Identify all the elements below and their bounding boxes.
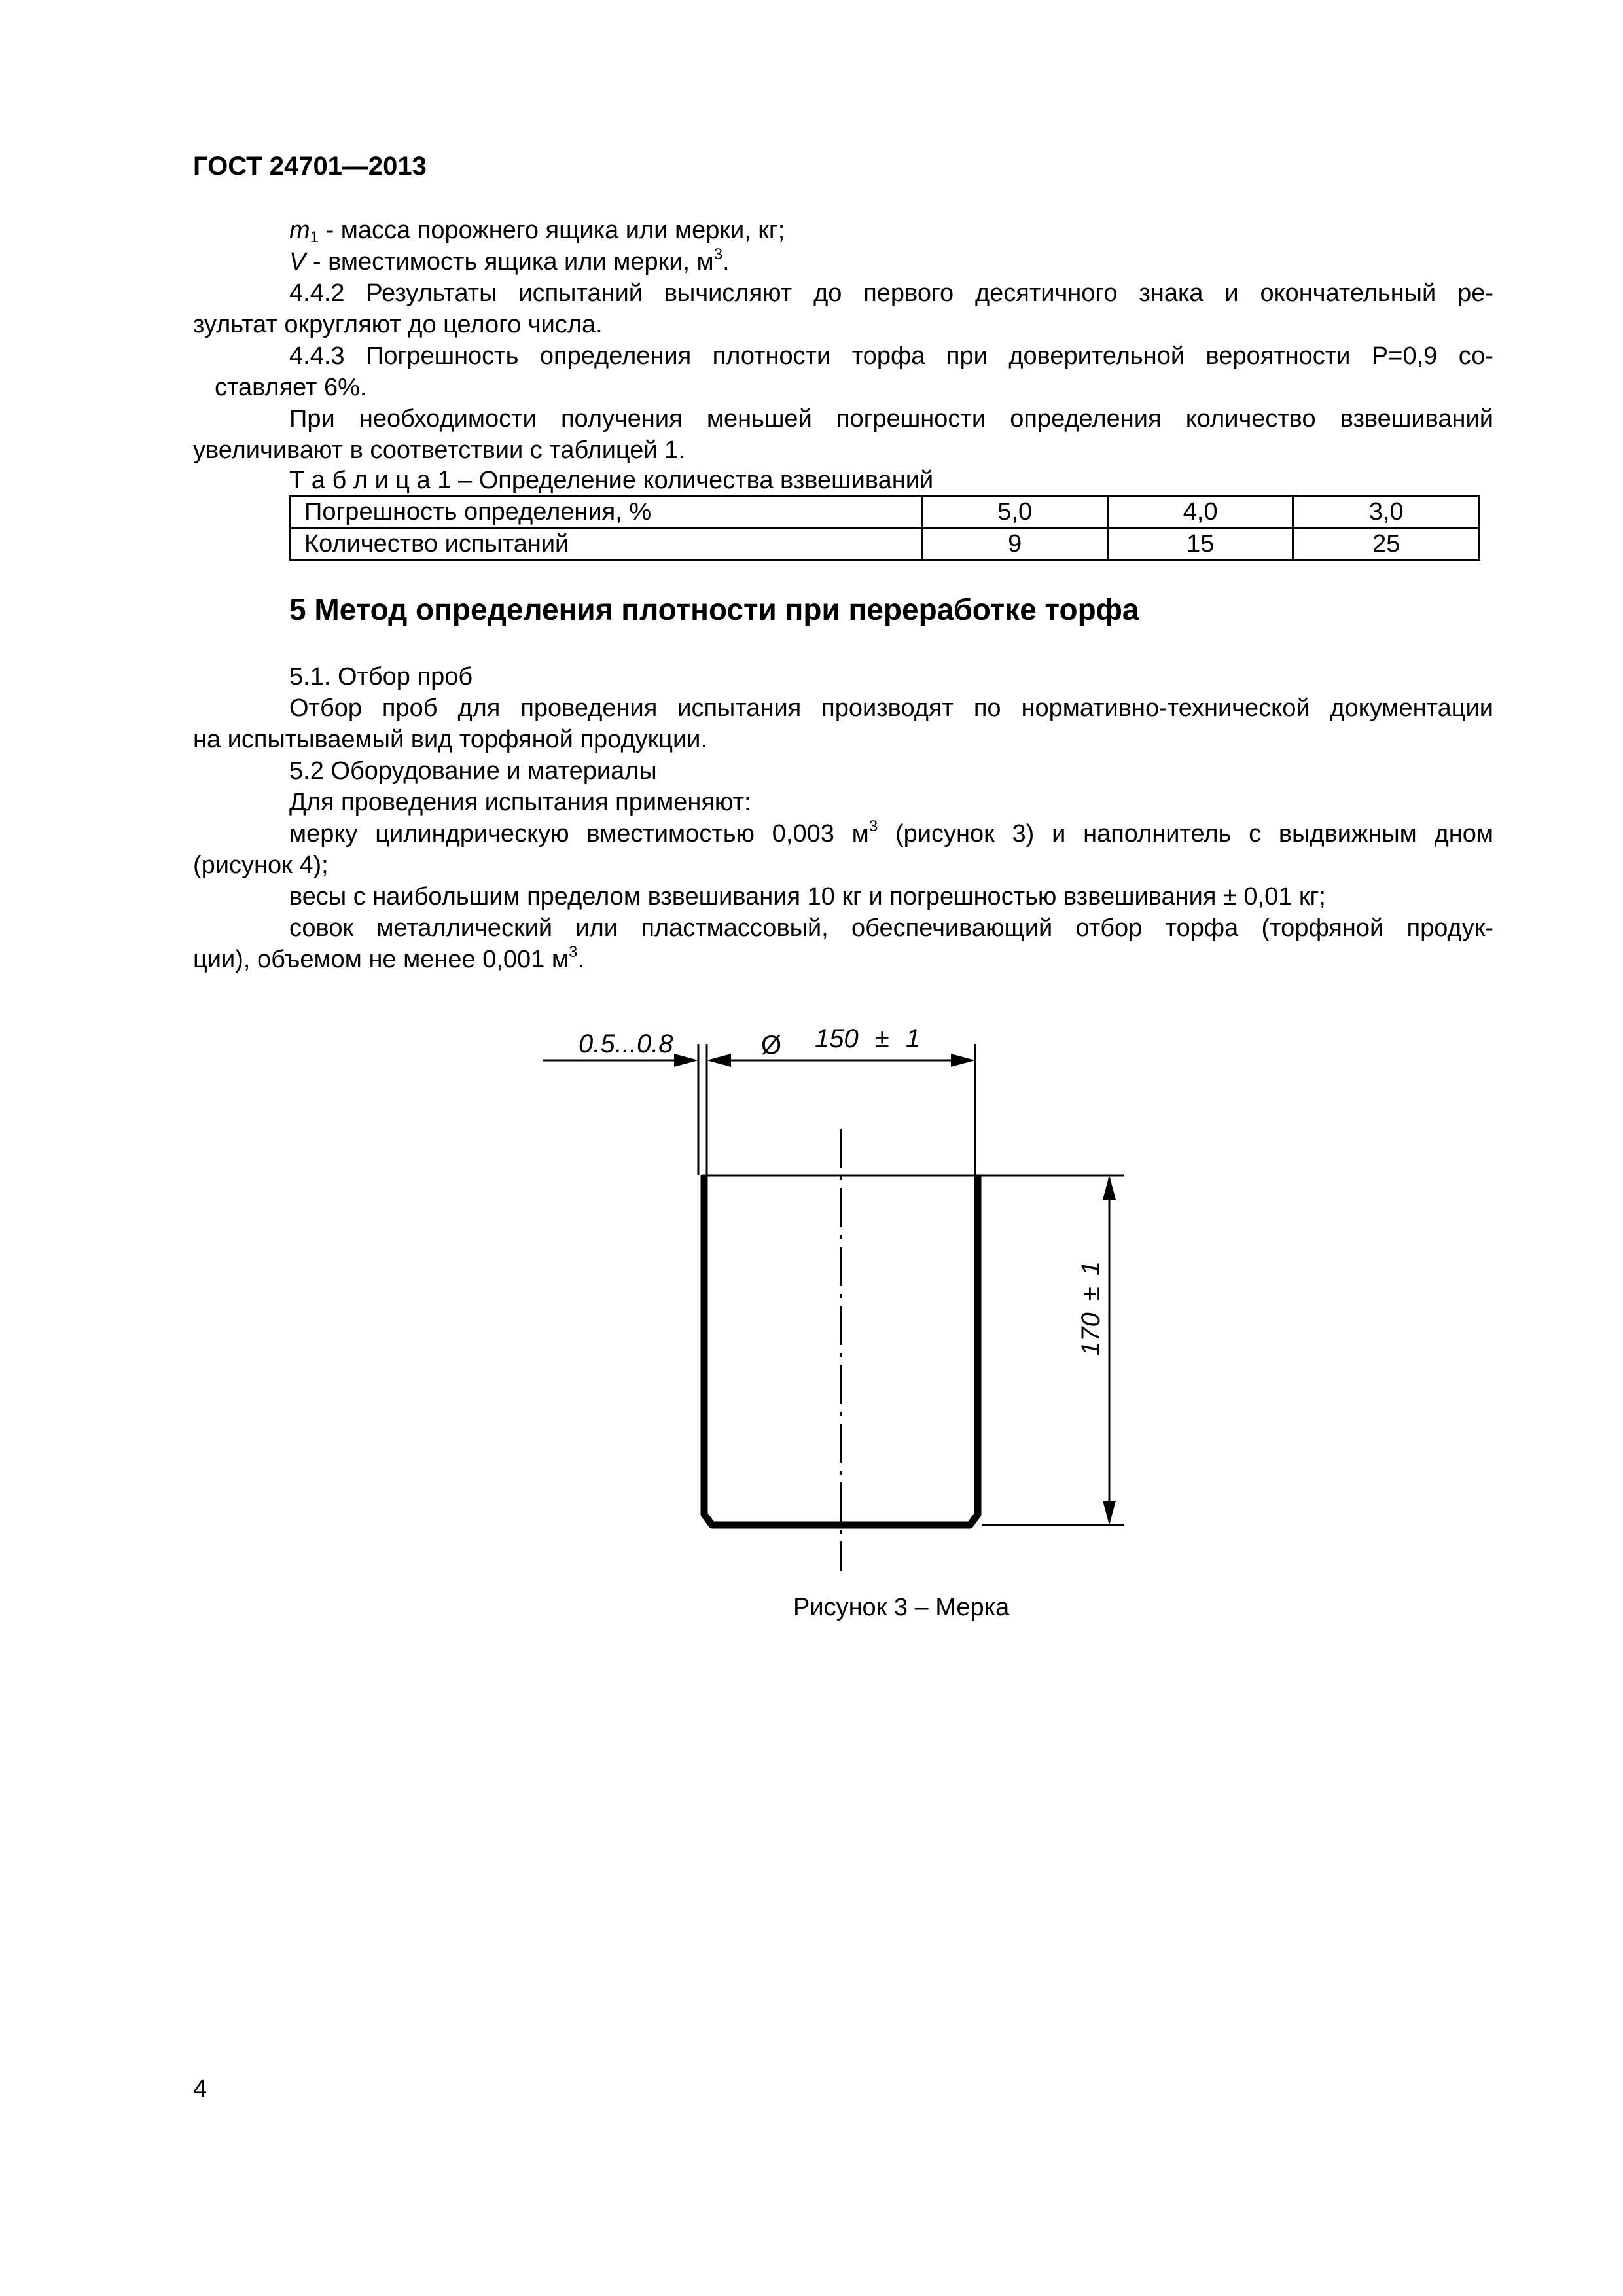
section51-title: 5.1. Отбор проб <box>289 663 473 691</box>
table-cell: 5,0 <box>922 496 1108 528</box>
equipment-item1-sup: 3 <box>868 817 878 835</box>
symbol-m-subscript: 1 <box>310 228 319 246</box>
figure3-dim-height-label: 170 ± 1 <box>1077 1261 1105 1356</box>
document-code-header: ГОСТ 24701—2013 <box>193 152 427 181</box>
section52-title: 5.2 Оборудование и материалы <box>289 757 657 785</box>
equipment-item3-tail: . <box>577 946 584 973</box>
table-cell: 25 <box>1293 528 1480 560</box>
figure3-arrow-height-bottom <box>1103 1501 1116 1525</box>
equipment-item3-line1: совок металлический или пластмассовый, обеспечивающий отбор торфа (торфяной продук- <box>289 914 1493 942</box>
figure3-arrow-diameter-left <box>707 1054 731 1067</box>
definition-v-text: - вместимость ящика или мерки, м <box>306 248 714 276</box>
equipment-item3-sup: 3 <box>568 943 578 961</box>
figure3-caption: Рисунок 3 – Мерка <box>793 1594 1010 1621</box>
table1-caption: Т а б л и ц а 1 – Определение количества взвешиваний <box>289 467 934 494</box>
figure3-arrow-wall <box>674 1054 698 1067</box>
table-cell: 3,0 <box>1293 496 1480 528</box>
section52-intro: Для проведения испытания применяют: <box>289 789 751 816</box>
table-cell-label: Количество испытаний <box>291 528 922 560</box>
section51-line2: на испытываемый вид торфяной продукции. <box>193 726 708 753</box>
definition-v-tail: . <box>722 248 730 276</box>
table-cell-label: Погрешность определения, % <box>291 496 922 528</box>
para-442-line2: зультат округляют до целого числа. <box>193 311 603 338</box>
figure3-dim-diameter-label: 150 ± 1 <box>815 1024 921 1053</box>
para-443-line2: ставляет 6%. <box>215 374 367 401</box>
para-443-line1: 4.4.3 Погрешность определения плотности торфа при доверительной вероятности P=0,9 со- <box>289 342 1493 370</box>
equipment-item1-text-a: мерку цилиндрическую вместимостью 0,003 м <box>289 820 869 848</box>
table-cell: 9 <box>922 528 1108 560</box>
equipment-item3-text: ции), объемом не менее 0,001 м <box>193 946 569 973</box>
equipment-item1-text-b: (рисунок 3) и наполнитель с выдвижным дном <box>878 820 1493 848</box>
figure3-arrow-height-top <box>1103 1175 1116 1200</box>
figure3-diameter-symbol: Ø <box>761 1031 782 1060</box>
symbol-v: V <box>289 248 306 276</box>
para-more-line2: увеличивают в соответствии с таблицей 1. <box>193 437 685 464</box>
table-cell: 15 <box>1107 528 1293 560</box>
definition-v-sup: 3 <box>713 245 723 263</box>
definition-m1-text: - масса порожнего ящика или мерки, кг; <box>319 217 785 244</box>
section5-heading: 5 Метод определения плотности при переработке торфа <box>289 592 1139 626</box>
para-442-line1: 4.4.2 Результаты испытаний вычисляют до первого десятичного знака и окончательный ре- <box>289 279 1493 307</box>
equipment-item2: весы с наибольшим пределом взвешивания 10 кг и погрешностью взвешивания ± 0,01 кг; <box>289 883 1326 910</box>
table-cell: 4,0 <box>1107 496 1293 528</box>
equipment-item1-line2: (рисунок 4); <box>193 852 329 879</box>
section51-line1: Отбор проб для проведения испытания производят по нормативно-технической документации <box>289 694 1493 722</box>
figure3-arrow-diameter-right <box>951 1054 975 1067</box>
page-number: 4 <box>193 2075 207 2103</box>
para-more-line1: При необходимости получения меньшей погрешности определения количество взвешиваний <box>289 405 1493 433</box>
figure3-dim-wall-label: 0.5...0.8 <box>579 1030 673 1058</box>
symbol-m: m <box>289 217 310 244</box>
